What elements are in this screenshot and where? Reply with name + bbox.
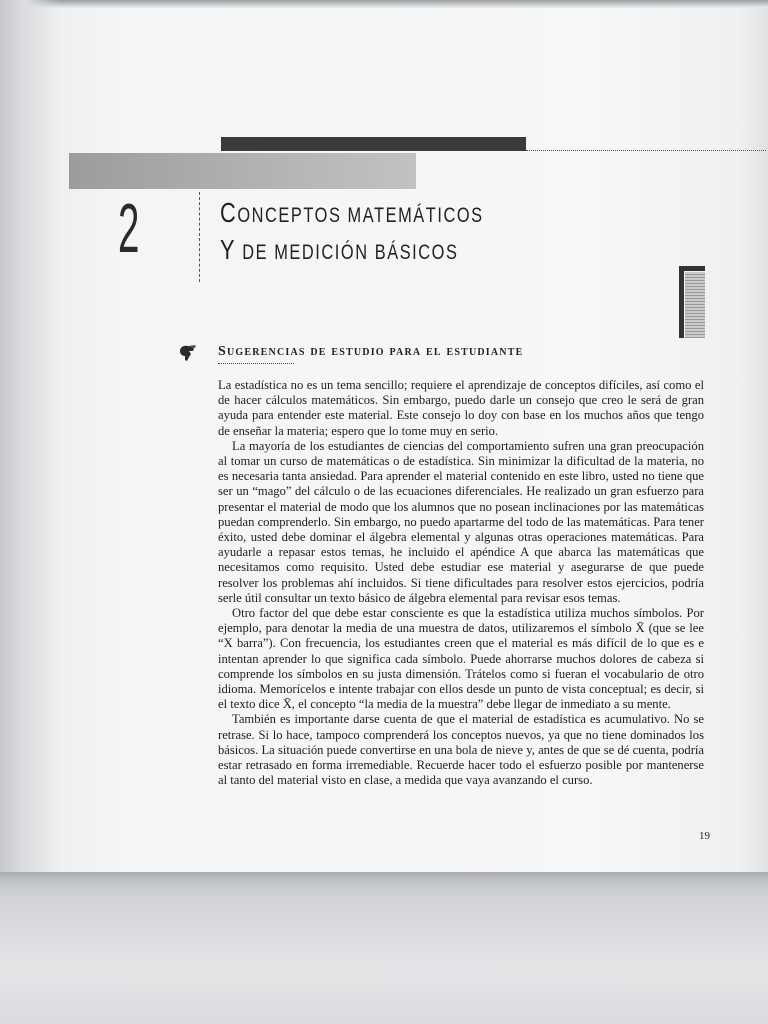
section-heading: Sugerencias de estudio para el estudiante	[218, 344, 524, 359]
chapter-title-line-1: CONCEPTOS MATEMÁTICOS	[220, 197, 484, 228]
header-dotted-rule	[526, 150, 766, 151]
paragraph-1: La estadística no es un tema sencillo; requiere el aprendizaje de conceptos difíciles, así como el de hacer cálculos matemáticos. Sin embargo, puedo darle un consejo que creo le será de gran ayuda para entender este material. Este consejo lo doy con base en los muchos años que tengo de enseñar la materia; espero que lo tome muy en serio.	[218, 378, 704, 438]
page-number: 19	[699, 830, 710, 842]
header-dark-bar	[221, 137, 526, 151]
page-top-edge	[0, 0, 768, 8]
paragraph-3: Otro factor del que debe estar consciente es que la estadística utiliza muchos símbolos. Por ejemplo, para denotar la media de una muestra de datos, utilizaremos el símbolo X̄ (que se lee “X barra”). Con frecuencia, los estudiantes creen que el material es más difícil de lo que es e intentan aprender lo que significa cada símbolo. Puede ahorrarse muchos dolores de cabeza si comprende los símbolos en su justa dimensión. Trátelos como si fueran el vocabulario de otro idioma. Memorícelos e intente trabajar con ellos desde un punto de vista conceptual; es decir, si el texto dice X̄, el concepto “la media de la muestra” debe llegar de inmediato a su mente.	[218, 606, 704, 712]
paragraph-4: También es importante darse cuenta de que el material de estadística es acumulativo. No se retrase. Si lo hace, tampoco comprenderá los conceptos nuevos, ya que no tiene dominados los básicos. La situación puede convertirse en una bola de nieve y, antes de que se dé cuenta, podría estar retrasado en forma irremediable. Recuerde hacer todo el esfuerzo posible por mantenerse al tanto del material visto en clase, a medida que vaya avanzando el curso.	[218, 712, 704, 788]
decorative-bracket	[679, 266, 705, 338]
chapter-title	[220, 196, 501, 270]
page-left-fold-shadow	[0, 0, 60, 882]
chapter-title-line-2: Y DE MEDICIÓN BÁSICOS	[220, 234, 459, 265]
paragraph-2: La mayoría de los estudiantes de ciencias del comportamiento sufren una gran preocupación al tomar un curso de matemáticas o de estadística. Sin minimizar la dificultad de la materia, no es necesaria tanta ansiedad. Para aprender el material contenido en este libro, usted no tiene que ser un “mago” del cálculo o de las ecuaciones diferenciales. He realizado un gran esfuerzo para presentar el material de modo que los alumnos que no posean inclinaciones por las matemáticas puedan comprenderlo. Sin embargo, no puedo apartarme del todo de las matemáticas. Para tener éxito, usted debe dominar el álgebra elemental y algunas otras operaciones matemáticas. Para ayudarle a repasar estos temas, he incluido el apéndice A que abarca las matemáticas que necesitamos como requisito. Usted debe estudiar ese material y asegurarse de que puede resolver los problemas ahí incluidos. Si tiene dificultades para resolver estos ejercicios, podría serle útil consultar un texto básico de álgebra elemental para revisar esos temas.	[218, 438, 704, 605]
header-gray-bar	[69, 153, 416, 189]
page-bottom-shadow	[0, 872, 768, 896]
pointing-hand-icon	[178, 343, 198, 363]
chapter-divider	[199, 192, 200, 282]
section-heading-underline	[218, 363, 294, 364]
chapter-number: 2	[118, 189, 140, 267]
scanner-background	[0, 896, 768, 1024]
body-text	[218, 378, 704, 788]
